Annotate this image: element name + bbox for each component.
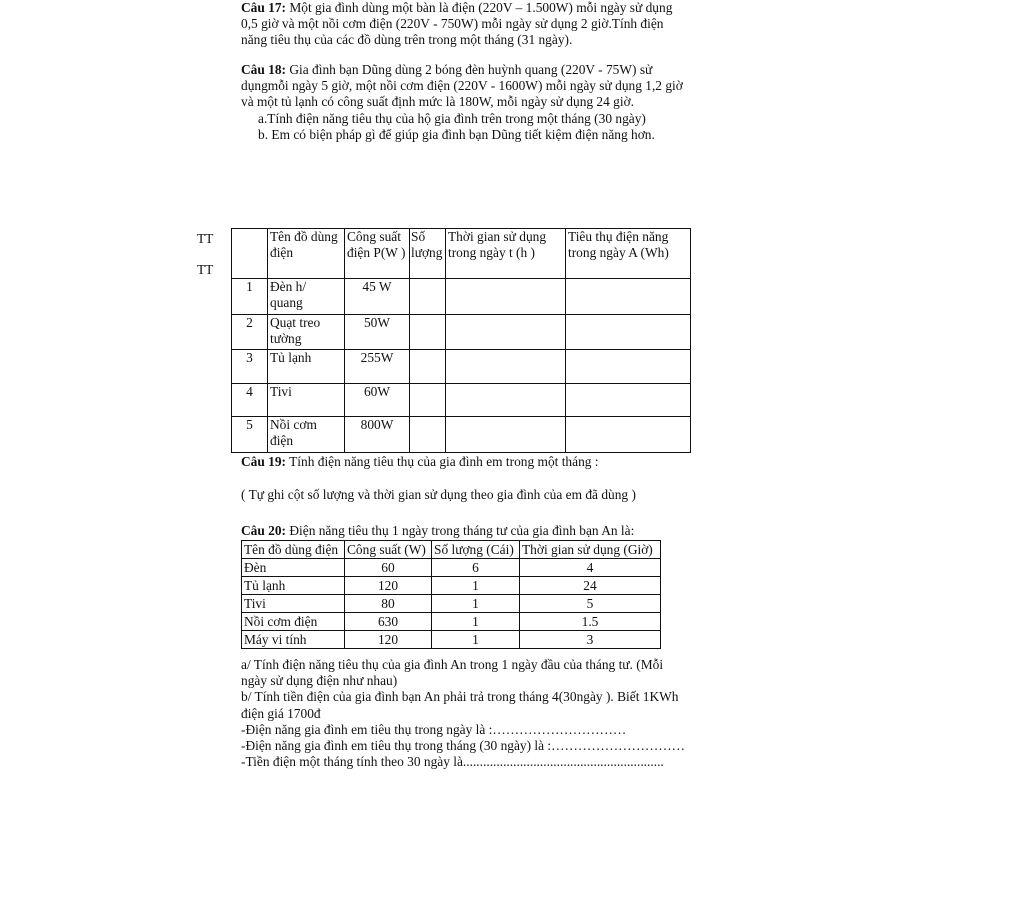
q18-line1: Câu 18: Gia đình bạn Dũng dùng 2 bóng đèn huỳnh quang (220V - 75W) sử [241, 62, 653, 77]
empty-cell [566, 279, 691, 315]
appliance-name: Đèn h/ quang [268, 279, 345, 315]
table-row [242, 559, 661, 577]
appliance-power: 255W [345, 350, 410, 384]
appliance-power: 120 [345, 631, 432, 649]
appliance-quantity: 6 [432, 559, 520, 577]
table-row [242, 595, 661, 613]
table-header-cell: Thời gian sử dụng trong ngày t (h ) [446, 229, 566, 279]
empty-cell [410, 417, 446, 453]
appliance-power: 120 [345, 577, 432, 595]
table-header-row [242, 541, 661, 559]
table-header-cell: Công suất (W) [345, 541, 432, 559]
appliance-power: 60 [345, 559, 432, 577]
appliance-name: Máy vi tính [242, 631, 345, 649]
empty-cell [410, 315, 446, 350]
appliance-consumption-table [231, 228, 691, 453]
empty-cell [410, 350, 446, 384]
q17-line3: năng tiêu thụ của các đồ dùng trên trong một tháng (31 ngày). [241, 32, 573, 48]
table-row [242, 577, 661, 595]
appliance-name: Nồi cơm điện [242, 613, 345, 631]
q19-note: ( Tự ghi cột số lượng và thời gian sử dụng theo gia đình của em đã dùng ) [241, 487, 636, 502]
empty-cell [446, 315, 566, 350]
empty-cell [566, 417, 691, 453]
fill-in-cost: -Tiền điện một tháng tính theo 30 ngày là............................................................ [241, 754, 664, 770]
usage-hours: 4 [520, 559, 661, 577]
empty-cell [566, 384, 691, 417]
appliance-power: 60W [345, 384, 410, 417]
table-row [232, 417, 691, 453]
appliance-power: 800W [345, 417, 410, 453]
usage-hours: 1.5 [520, 613, 661, 631]
q18-line3: và một tủ lạnh có công suất định mức là 180W, mỗi ngày sử dụng 24 giờ. [241, 94, 635, 110]
appliance-name: Tivi [242, 595, 345, 613]
tt-label: TT [197, 262, 214, 277]
usage-hours: 3 [520, 631, 661, 649]
appliance-power: 630 [345, 613, 432, 631]
empty-cell [566, 315, 691, 350]
appliance-name: Quạt treo tường [268, 315, 345, 350]
table-header-cell: Tiêu thụ điện năng trong ngày A (Wh) [566, 229, 691, 279]
q18-line2: dụngmỗi ngày 5 giờ, một nồi cơm điện (220V - 1600W) mỗi ngày sử dụng 1,2 giờ [241, 78, 683, 94]
question-18 [241, 62, 721, 143]
table-row [242, 631, 661, 649]
fill-in-monthly: -Điện năng gia đình em tiêu thụ trong tháng (30 ngày) là :………………………… [241, 738, 686, 754]
usage-hours: 24 [520, 577, 661, 595]
empty-cell [566, 350, 691, 384]
appliance-name: Tủ lạnh [242, 577, 345, 595]
row-number: 3 [232, 350, 268, 384]
table-row [232, 350, 691, 384]
row-number: 4 [232, 384, 268, 417]
q20-part-b-line1: b/ Tính tiền điện của gia đình bạn An phải trả trong tháng 4(30ngày ). Biết 1KWh [241, 689, 679, 705]
q17-line1: Câu 17: Một gia đình dùng một bàn là điện (220V – 1.500W) mỗi ngày sử dụng [241, 0, 673, 15]
table-row [242, 613, 661, 631]
q20-part-a-line2: ngày sử dụng điện như nhau) [241, 673, 398, 689]
q20-line: Câu 20: Điện năng tiêu thụ 1 ngày trong tháng tư của gia đình bạn An là: [241, 523, 635, 538]
q19-line: Câu 19: Tính điện năng tiêu thụ của gia đình em trong một tháng : [241, 454, 599, 469]
appliance-power: 45 W [345, 279, 410, 315]
appliance-power: 50W [345, 315, 410, 350]
table-row [232, 279, 691, 315]
row-number: 5 [232, 417, 268, 453]
appliance-quantity: 1 [432, 595, 520, 613]
empty-cell [410, 384, 446, 417]
table-header-cell: Số lượng (Cái) [432, 541, 520, 559]
table-header-cell: Tên đồ dùng điện [242, 541, 345, 559]
question-17 [241, 0, 721, 49]
table-row [232, 315, 691, 350]
table-header-cell: Công suất điện P(W ) [345, 229, 410, 279]
empty-cell [446, 417, 566, 453]
empty-cell [446, 350, 566, 384]
table-header-cell: Tên đồ dùng điện [268, 229, 345, 279]
empty-cell [446, 384, 566, 417]
appliance-quantity: 1 [432, 631, 520, 649]
q18-part-b: b. Em có biện pháp gì để giúp gia đình bạn Dũng tiết kiệm điện năng hơn. [258, 126, 655, 142]
row-number: 2 [232, 315, 268, 350]
table-header-cell: Số lượng [410, 229, 446, 279]
appliance-name: Tủ lạnh [268, 350, 345, 384]
appliance-name: Nồi cơm điện [268, 417, 345, 453]
an-family-consumption-table [241, 540, 661, 649]
appliance-power: 80 [345, 595, 432, 613]
appliance-name: Tivi [268, 384, 345, 417]
empty-cell [410, 279, 446, 315]
fill-in-daily: -Điện năng gia đình em tiêu thụ trong ngày là :………………………… [241, 721, 627, 737]
tt-label: TT [197, 231, 214, 246]
row-number: 1 [232, 279, 268, 315]
q20-tasks [241, 657, 719, 770]
table-header-cell [232, 229, 268, 279]
q18-part-a: a.Tính điện năng tiêu thụ của hộ gia đình trên trong một tháng (30 ngày) [258, 110, 646, 126]
table-header-cell: Thời gian sử dụng (Giờ) [520, 541, 661, 559]
q17-line2: 0,5 giờ và một nồi cơm điện (220V - 750W) mỗi ngày sử dụng 2 giờ.Tính điện [241, 16, 664, 32]
appliance-name: Đèn [242, 559, 345, 577]
q20-part-b-line2: điện giá 1700đ [241, 705, 321, 721]
empty-cell [446, 279, 566, 315]
q20-part-a-line1: a/ Tính điện năng tiêu thụ của gia đình An trong 1 ngày đầu của tháng tư. (Mỗi [241, 657, 664, 672]
appliance-quantity: 1 [432, 613, 520, 631]
table-row [232, 384, 691, 417]
usage-hours: 5 [520, 595, 661, 613]
table-header-row [232, 229, 691, 279]
appliance-quantity: 1 [432, 577, 520, 595]
